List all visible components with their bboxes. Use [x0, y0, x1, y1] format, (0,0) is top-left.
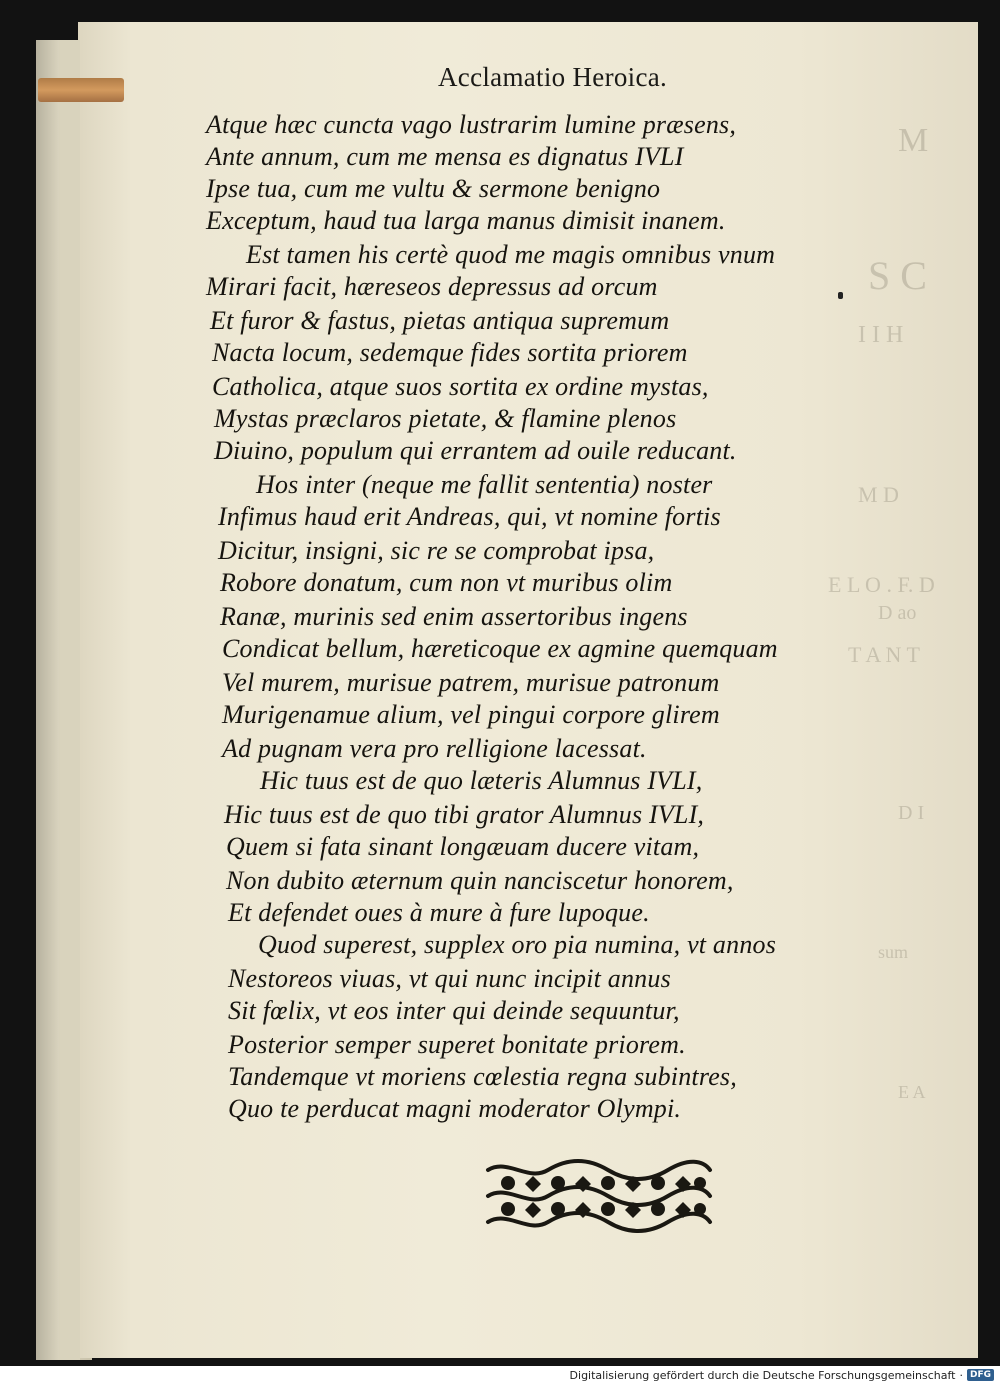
separator: ·: [959, 1368, 963, 1382]
poem-line: Condicat bellum, hæreticoque ex agmine quemquam: [222, 634, 778, 663]
poem-line: Et furor & fastus, pietas antiqua supremum: [210, 306, 670, 335]
poem-line: Vel murem, murisue patrem, murisue patronum: [222, 668, 720, 697]
poem-line: Ipse tua, cum me vultu & sermone benigno: [206, 174, 661, 203]
poem-line: Hos inter (neque me fallit sententia) noster: [256, 470, 713, 499]
poem-line: Quo te perducat magni moderator Olympi.: [228, 1094, 682, 1123]
poem-line: Infimus haud erit Andreas, qui, vt nomine fortis: [218, 502, 721, 531]
poem-line: Diuino, populum qui errantem ad ouile reducant.: [214, 436, 737, 465]
poem-line: Exceptum, haud tua larga manus dimisit inanem.: [206, 206, 726, 235]
poem-line: Hic tuus est de quo tibi grator Alumnus IVLI,: [224, 800, 705, 829]
poem-line: Est tamen his certè quod me magis omnibus vnum: [246, 240, 776, 269]
poem-line: Ante annum, cum me mensa es dignatus IVLI: [206, 142, 684, 171]
dfg-logo-icon: DFG: [967, 1369, 994, 1381]
poem-line: Robore donatum, cum non vt muribus olim: [220, 568, 673, 597]
poem-line: Quod superest, supplex oro pia numina, vt annos: [258, 930, 777, 959]
poem-line: Non dubito æternum quin nanciscetur honorem,: [226, 866, 734, 895]
running-title: Acclamatio Heroica.: [438, 62, 668, 92]
digitization-credit: [570, 1366, 994, 1384]
poem-line: Posterior semper superet bonitate priorem.: [228, 1030, 686, 1059]
poem-line: Nestoreos viuas, vt qui nunc incipit annus: [228, 964, 671, 993]
poem-line: Murigenamue alium, vel pingui corpore glirem: [222, 700, 720, 729]
poem-line: Hic tuus est de quo læteris Alumnus IVLI,: [260, 766, 703, 795]
poem-line: Tandemque vt moriens cœlestia regna subintres,: [228, 1062, 737, 1091]
credit-text: Digitalisierung gefördert durch die Deutsche Forschungsgemeinschaft: [569, 1368, 956, 1382]
poem-line: Nacta locum, sedemque fides sortita priorem: [212, 338, 688, 367]
poem-line: Mirari facit, hæreseos depressus ad orcum: [206, 272, 658, 301]
poem-line: Ranæ, murinis sed enim assertoribus ingens: [220, 602, 688, 631]
poem-line: Et defendet oues à mure à fure lupoque.: [228, 898, 650, 927]
bleed-through-text: M S C I I H M D E L O . F. D D ao T A N T D I sum E A: [828, 122, 935, 1102]
poem-line: Sit fœlix, vt eos inter qui deinde sequuntur,: [228, 996, 680, 1025]
poem-line: Catholica, atque suos sortita ex ordine mystas,: [212, 372, 709, 401]
poem-line: Dicitur, insigni, sic re se comprobat ipsa,: [218, 536, 655, 565]
poem-line: Mystas præclaros pietate, & flamine plenos: [214, 404, 677, 433]
poem-line: Quem si fata sinant longæuam ducere vitam,: [226, 832, 700, 861]
printer-ornament-icon: [478, 1156, 718, 1236]
poem-line: Ad pugnam vera pro relligione lacessat.: [222, 734, 647, 763]
poem-line: Atque hæc cuncta vago lustrarim lumine præsens,: [206, 110, 737, 139]
